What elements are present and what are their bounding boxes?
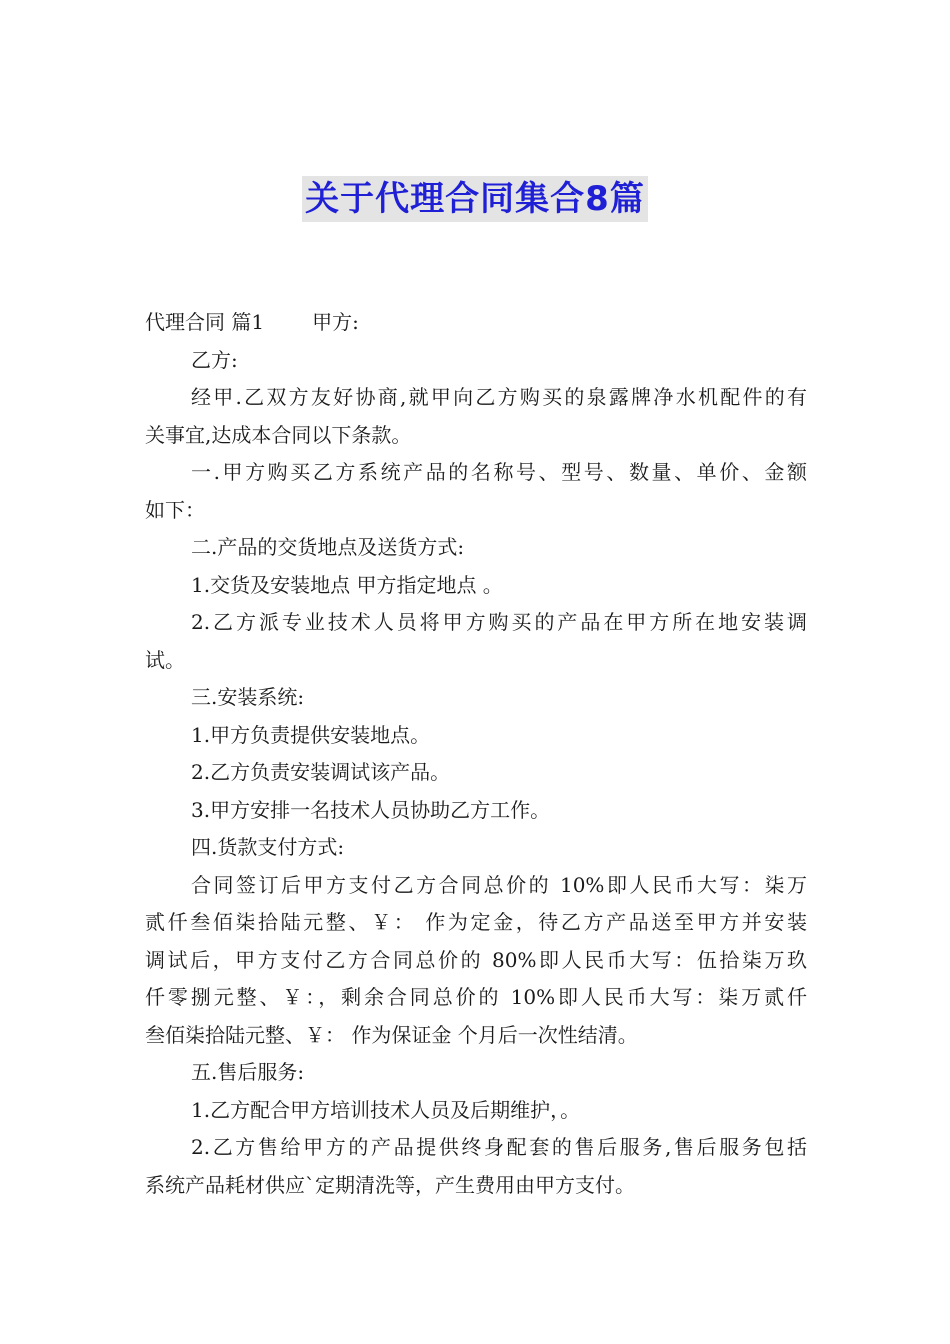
- clause-item: 3.甲方安排一名技术人员协助乙方工作。: [191, 797, 551, 822]
- clause-heading: 五.售后服务:: [191, 1060, 305, 1084]
- clause-heading: 四.货款支付方式:: [191, 835, 345, 859]
- clause-item: 2.乙方售给甲方的产品提供终身配套的售后服务,售后服务包括: [191, 1135, 807, 1159]
- clause-heading: 二.产品的交货地点及送货方式:: [191, 535, 465, 559]
- paragraph-line: 叁佰柒拾陆元整、￥： 作为保证金 个月后一次性结清。: [145, 1022, 638, 1047]
- paragraph-line: 经甲.乙双方友好协商,就甲向乙方购买的泉露牌净水机配件的有: [191, 385, 807, 409]
- clause-item: 试。: [145, 647, 185, 672]
- party-b-line: 乙方:: [191, 347, 238, 372]
- clause-item: 1.交货及安装地点 甲方指定地点 。: [191, 572, 503, 597]
- document-body: [145, 304, 807, 1204]
- title-block: [0, 176, 950, 222]
- clause-item: 2.乙方派专业技术人员将甲方购买的产品在甲方所在地安装调: [191, 610, 807, 634]
- paragraph-line: 一.甲方购买乙方系统产品的名称号、型号、数量、单价、金额: [191, 460, 807, 484]
- paragraph-line: 合同签订后甲方支付乙方合同总价的 10%即人民币大写：柒万: [191, 872, 807, 897]
- clause-item: 1.乙方配合甲方培训技术人员及后期维护，。: [191, 1097, 581, 1122]
- party-a-label: 甲方:: [312, 310, 359, 334]
- clause-heading: 三.安装系统:: [191, 685, 305, 709]
- paragraph-line: 如下：: [145, 497, 205, 522]
- paragraph-line: 调试后，甲方支付乙方合同总价的 80%即人民币大写：伍拾柒万玖: [145, 947, 807, 972]
- paragraph-line: 关事宜,达成本合同以下条款。: [145, 422, 412, 447]
- clause-item: 2.乙方负责安装调试该产品。: [191, 760, 451, 784]
- clause-item: 1.甲方负责提供安装地点。: [191, 722, 431, 747]
- section-heading-line: [145, 304, 807, 342]
- document-title: 关于代理合同集合8篇: [302, 176, 648, 222]
- clause-item: 系统产品耗材供应`定期清洗等，产生费用由甲方支付。: [145, 1172, 635, 1197]
- paragraph-line: 仟零捌元整、￥：，剩余合同总价的 10%即人民币大写：柒万贰仟: [145, 985, 807, 1009]
- paragraph-line: 贰仟叁佰柒拾陆元整、￥： 作为定金，待乙方产品送至甲方并安装: [145, 910, 807, 934]
- section-label: 代理合同 篇1: [145, 310, 265, 334]
